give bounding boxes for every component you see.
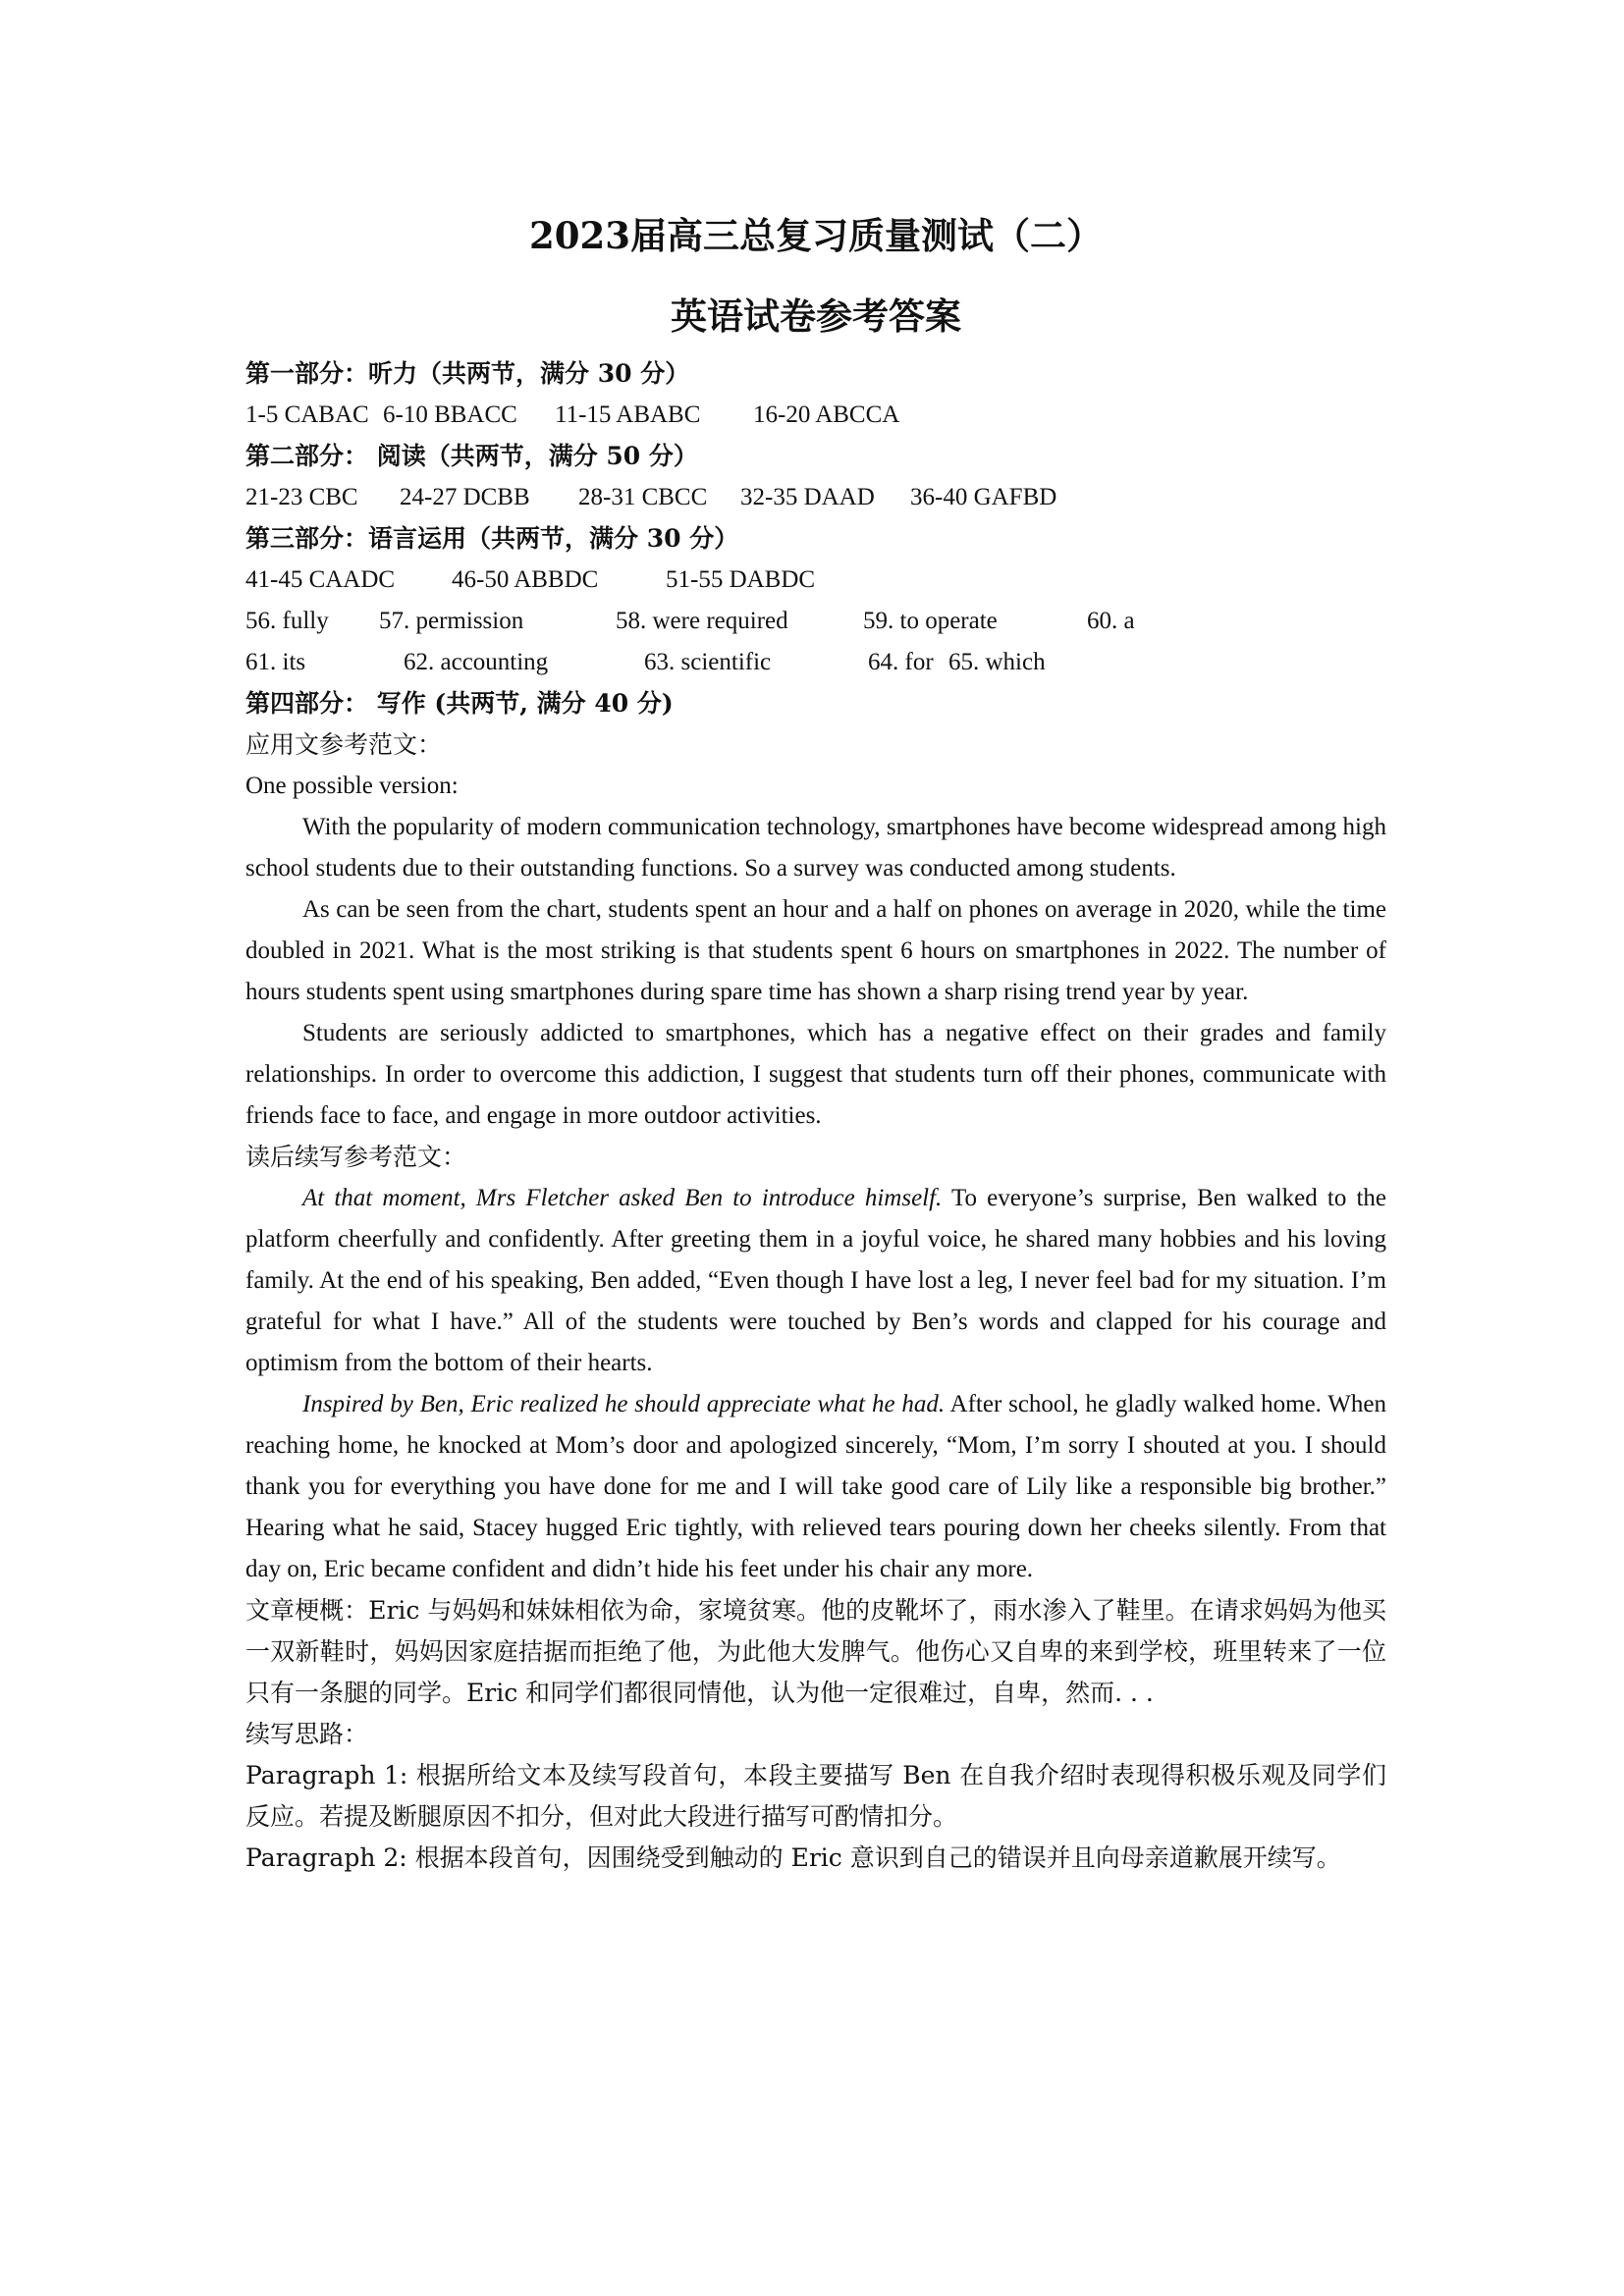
fill-answer: 65. which (948, 649, 1046, 675)
answer-group: 1-5 CABAC (245, 401, 369, 428)
part4-heading: 第四部分： 写作 (共两节, 满分 40 分) (245, 689, 674, 718)
paragraph-opening-sentence: At that moment, Mrs Fletcher asked Ben to introduce himself. (302, 1185, 943, 1211)
answer-group: 51-55 DABDC (666, 566, 816, 593)
application-essay-label: 应用文参考范文： (245, 730, 443, 759)
story-summary: 文章梗概：Eric 与妈妈和妹妹相依为命，家境贫寒。他的皮靴坏了，雨水渗入了鞋里。在请求妈妈为他买一双新鞋时，妈妈因家庭拮据而拒绝了他，为此他大发脾气。他伤心又自卑的来到学校，班里转来了一位只有一条腿的同学。Eric 和同学们都很同情他，认为他一定很难过，自卑，然而. . . (245, 1596, 1386, 1707)
fill-answer: 62. accounting (404, 649, 549, 675)
answer-group: 28-31 CBCC (578, 484, 708, 510)
part2-answers (245, 477, 1386, 518)
part2-heading: 第二部分： 阅读（共两节，满分 50 分） (245, 442, 698, 470)
answer-group: 41-45 CAADC (245, 566, 396, 593)
writing-idea-2: Paragraph 2: 根据本段首句，因围绕受到触动的 Eric 意识到自己的错误并且向母亲道歉展开续写。 (245, 1843, 1341, 1872)
part3-fill-row-2 (245, 642, 1386, 683)
version-label: One possible version: (245, 773, 459, 799)
paragraph-opening-sentence: Inspired by Ben, Eric realized he should appreciate what he had. (302, 1391, 946, 1417)
part1-heading: 第一部分：听力（共两节，满分 30 分） (245, 359, 690, 388)
part3-heading: 第三部分：语言运用（共两节，满分 30 分） (245, 524, 739, 553)
answer-group: 6-10 BBACC (383, 401, 517, 428)
fill-answer: 64. for (868, 649, 934, 675)
answer-group: 36-40 GAFBD (910, 484, 1057, 510)
fill-answer: 61. its (245, 649, 306, 675)
paragraph-body: After school, he gladly walked home. When reaching home, he knocked at Mom’s door and apologized sincerely, “Mom, I’m sorry I shouted at you. I should thank you for everything you have done for me and I will take good care of Lily like a responsible big brother.” Hearing what he said, Stacey hugged Eric tightly, with relieved tears pouring down her cheeks silently. From that day on, Eric became confident and didn’t hide his feet under his chair any more. (245, 1391, 1386, 1582)
fill-answer: 57. permission (379, 608, 524, 634)
paragraph-body: To everyone’s surprise, Ben walked to the platform cheerfully and confidently. After greeting them in a joyful voice, he shared many hobbies and his loving family. At the end of his speaking, Ben added, “Even though I have lost a leg, I never feel bad for my situation. I’m grateful for what I have.” All of the students were touched by Ben’s words and clapped for his courage and optimism from the bottom of their hearts. (245, 1185, 1386, 1376)
application-paragraph-3: Students are seriously addicted to smartphones, which has a negative effect on their grades and family relationships. In order to overcome this addiction, I suggest that students turn off their phones, communicate with friends face to face, and engage in more outdoor activities. (245, 1020, 1386, 1129)
part3-fill-row-1 (245, 601, 1386, 642)
document-title: 2023届高三总复习质量测试（二） (529, 214, 1103, 257)
answer-group: 21-23 CBC (245, 484, 358, 510)
answer-group: 11-15 ABABC (555, 401, 701, 428)
writing-idea-1: Paragraph 1: 根据所给文本及续写段首句，本段主要描写 Ben 在自我介绍时表现得积极乐观及同学们反应。若提及断腿原因不扣分，但对此大段进行描写可酌情扣分。 (245, 1761, 1386, 1831)
answer-group: 46-50 ABBDC (452, 566, 599, 593)
answer-group: 16-20 ABCCA (753, 401, 900, 428)
application-paragraph-1: With the popularity of modern communication technology, smartphones have become widespread among high school students due to their outstanding functions. So a survey was conducted among students. (245, 814, 1386, 881)
part3-answers (245, 560, 1386, 601)
fill-answer: 59. to operate (863, 608, 998, 634)
document-subtitle: 英语试卷参考答案 (671, 294, 961, 338)
fill-answer: 58. were required (616, 608, 788, 634)
fill-answer: 63. scientific (644, 649, 772, 675)
continuation-label: 读后续写参考范文： (245, 1143, 467, 1171)
fill-answer: 56. fully (245, 608, 329, 634)
continuation-paragraph-2 (245, 1384, 1386, 1590)
part1-answers (245, 395, 1386, 436)
answer-group: 32-35 DAAD (740, 484, 875, 510)
fill-answer: 60. a (1087, 608, 1135, 634)
application-paragraph-2: As can be seen from the chart, students spent an hour and a half on phones on average in 2020, while the time doubled in 2021. What is the most striking is that students spent 6 hours on smartphones in 2022. The number of hours students spent using smartphones during spare time has shown a sharp rising trend year by year. (245, 896, 1386, 1005)
answer-group: 24-27 DCBB (400, 484, 530, 510)
writing-ideas-label: 续写思路： (245, 1720, 369, 1748)
answer-key-page (245, 206, 1386, 1879)
continuation-paragraph-1 (245, 1178, 1386, 1384)
